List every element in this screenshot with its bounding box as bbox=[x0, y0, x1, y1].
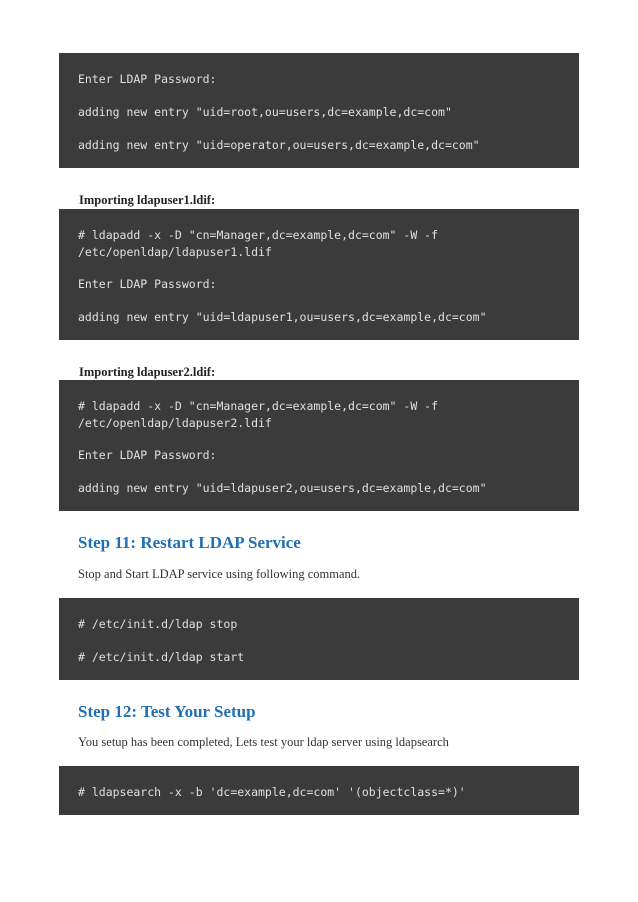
code-line: Enter LDAP Password: bbox=[78, 277, 217, 291]
code-line: # ldapadd -x -D "cn=Manager,dc=example,dc=com" -W -f bbox=[78, 228, 439, 242]
step-12-text: You setup has been completed, Lets test your ldap server using ldapsearch bbox=[78, 735, 449, 749]
code-line: adding new entry "uid=operator,ou=users,dc=example,dc=com" bbox=[78, 138, 480, 152]
step-11-heading: Step 11: Restart LDAP Service bbox=[78, 533, 301, 552]
code-block-ldapuser1 bbox=[59, 209, 579, 340]
code-line: /etc/openldap/ldapuser1.ldif bbox=[78, 245, 272, 259]
code-line: /etc/openldap/ldapuser2.ldif bbox=[78, 416, 272, 430]
importing-ldapuser1-label: Importing ldapuser1.ldif: bbox=[79, 193, 216, 207]
step-11-text: Stop and Start LDAP service using following command. bbox=[78, 567, 361, 581]
code-block-ldapsearch bbox=[59, 766, 579, 815]
code-line: # ldapsearch -x -b 'dc=example,dc=com' '(objectclass=*)' bbox=[78, 785, 466, 799]
code-line: adding new entry "uid=ldapuser1,ou=users,dc=example,dc=com" bbox=[78, 310, 487, 324]
code-line: # /etc/init.d/ldap start bbox=[78, 650, 245, 664]
code-block-ldapuser2 bbox=[59, 380, 579, 511]
code-block-restart-ldap bbox=[59, 598, 579, 680]
code-line: Enter LDAP Password: bbox=[78, 72, 217, 86]
step-12-heading: Step 12: Test Your Setup bbox=[78, 702, 256, 721]
code-line: # /etc/init.d/ldap stop bbox=[78, 617, 238, 631]
code-block-ldapadd-output bbox=[59, 53, 579, 168]
code-line: adding new entry "uid=ldapuser2,ou=users,dc=example,dc=com" bbox=[78, 481, 487, 495]
code-line: # ldapadd -x -D "cn=Manager,dc=example,dc=com" -W -f bbox=[78, 399, 439, 413]
code-line: Enter LDAP Password: bbox=[78, 448, 217, 462]
importing-ldapuser2-label: Importing ldapuser2.ldif: bbox=[79, 365, 216, 379]
code-line: adding new entry "uid=root,ou=users,dc=example,dc=com" bbox=[78, 105, 452, 119]
